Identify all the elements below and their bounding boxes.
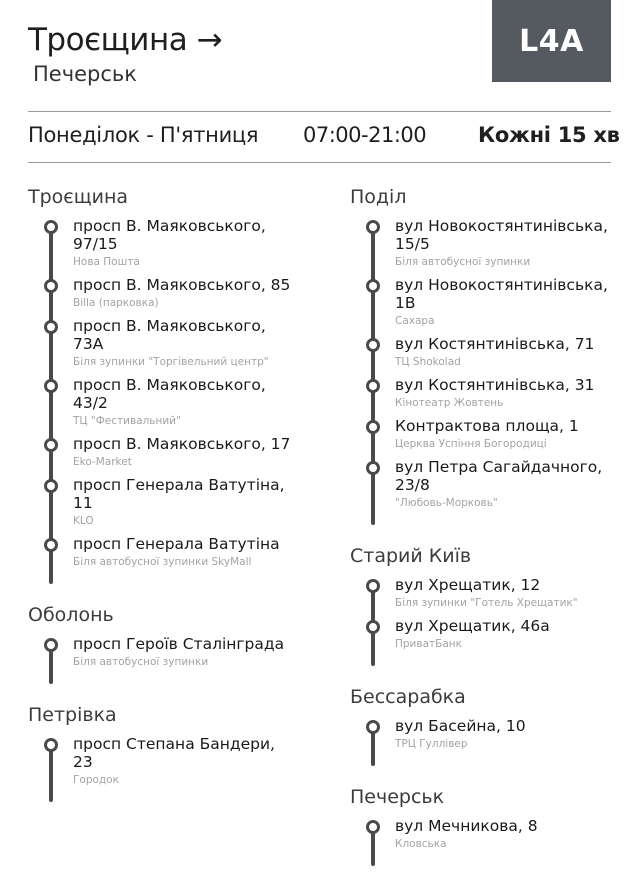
stop-list	[350, 817, 620, 866]
stop-item	[350, 458, 620, 510]
stop-marker-icon	[44, 638, 58, 652]
stop-name: просп Степана Бандери, 23	[73, 735, 275, 771]
district-heading: Печерськ	[350, 786, 445, 808]
stop-item	[28, 635, 298, 669]
stop-item	[350, 817, 620, 851]
stop-item	[350, 217, 620, 269]
stop-name: вул Мечникова, 8	[395, 817, 538, 835]
stop-landmark: Біля автобусної зупинки SkyMall	[73, 556, 252, 568]
stop-item	[350, 417, 620, 451]
stop-name: вул Новокостянтинівська, 15/5	[395, 217, 608, 253]
stop-list	[350, 576, 620, 666]
stop-item	[28, 535, 298, 569]
stop-item	[350, 576, 620, 610]
stop-item	[28, 735, 298, 787]
stop-item	[350, 276, 620, 328]
stop-list	[28, 735, 298, 802]
stop-marker-icon	[44, 220, 58, 234]
stop-marker-icon	[366, 720, 380, 734]
stop-landmark: Біля зупинки "Торгівельний центр"	[73, 356, 269, 368]
stop-marker-icon	[44, 538, 58, 552]
stop-landmark: Кінотеатр Жовтень	[395, 397, 504, 409]
stop-item	[350, 717, 620, 751]
stop-list	[28, 635, 298, 684]
stop-item	[350, 335, 620, 369]
stop-landmark: Нова Пошта	[73, 256, 140, 268]
stop-marker-icon	[366, 379, 380, 393]
stop-item	[28, 217, 298, 269]
stop-landmark: Кловська	[395, 838, 447, 850]
stop-landmark: ТЦ "Фестивальний"	[73, 415, 181, 427]
stop-landmark: ПриватБанк	[395, 638, 462, 650]
route-origin: Троєщина	[28, 22, 188, 58]
stop-item	[28, 376, 298, 428]
district-heading: Троєщина	[28, 186, 129, 208]
divider-top	[28, 111, 611, 112]
stop-item	[28, 476, 298, 528]
stop-landmark: "Любовь-Морковь"	[395, 497, 498, 509]
stop-marker-icon	[44, 379, 58, 393]
stop-item	[350, 376, 620, 410]
district-heading: Петрівка	[28, 704, 117, 726]
stop-name: просп Генерала Ватутіна, 11	[73, 476, 285, 512]
divider-bottom	[28, 162, 611, 163]
stop-list	[28, 217, 298, 584]
stop-name: просп Генерала Ватутіна	[73, 535, 280, 553]
stop-marker-icon	[366, 279, 380, 293]
stop-item	[350, 617, 620, 651]
stop-name: вул Петра Сагайдачного, 23/8	[395, 458, 603, 494]
stop-item	[28, 435, 298, 469]
stop-item	[28, 276, 298, 310]
stop-marker-icon	[366, 820, 380, 834]
stop-landmark: Eko-Market	[73, 456, 132, 468]
stop-landmark: Городок	[73, 774, 119, 786]
stop-marker-icon	[366, 338, 380, 352]
route-code-badge: L4A	[492, 0, 611, 82]
stop-name: Контрактова площа, 1	[395, 417, 579, 435]
stop-landmark: ТРЦ Гуллівер	[395, 738, 468, 750]
stop-name: просп В. Маяковського, 43/2	[73, 376, 266, 412]
stop-name: просп В. Маяковського, 97/15	[73, 217, 266, 253]
stop-marker-icon	[366, 620, 380, 634]
district-heading: Старий Київ	[350, 545, 472, 567]
stop-marker-icon	[44, 320, 58, 334]
stop-marker-icon	[44, 279, 58, 293]
schedule-hours: 07:00-21:00	[303, 123, 427, 147]
stop-item	[28, 317, 298, 369]
stop-list	[350, 217, 620, 525]
stop-marker-icon	[366, 420, 380, 434]
stop-landmark: Біля зупинки "Готель Хрещатик"	[395, 597, 578, 609]
district-heading: Оболонь	[28, 604, 114, 626]
stop-name: вул Костянтинівська, 71	[395, 335, 595, 353]
stop-name: вул Хрещатик, 46а	[395, 617, 550, 635]
stop-landmark: Біля автобусної зупинки	[73, 656, 209, 668]
stop-landmark: Церква Успіння Богородиці	[395, 438, 547, 450]
stop-name: просп В. Маяковського, 85	[73, 276, 291, 294]
stop-name: просп В. Маяковського, 73А	[73, 317, 266, 353]
route-title	[28, 22, 222, 58]
stop-marker-icon	[366, 220, 380, 234]
stop-name: вул Басейна, 10	[395, 717, 526, 735]
stop-name: просп В. Маяковського, 17	[73, 435, 291, 453]
stop-name: вул Новокостянтинівська, 1В	[395, 276, 608, 312]
schedule-days: Понеділок - П'ятниця	[28, 123, 259, 147]
stop-landmark: KLO	[73, 515, 94, 527]
district-heading: Поділ	[350, 186, 407, 208]
stop-marker-icon	[44, 479, 58, 493]
route-destination: Печерськ	[33, 62, 137, 86]
stop-landmark: Сахара	[395, 315, 435, 327]
stop-marker-icon	[366, 579, 380, 593]
district-heading: Бессарабка	[350, 686, 466, 708]
stop-marker-icon	[44, 438, 58, 452]
stop-landmark: Billa (парковка)	[73, 297, 159, 309]
stop-marker-icon	[44, 738, 58, 752]
stop-name: просп Героїв Сталінграда	[73, 635, 285, 653]
stop-list	[350, 717, 620, 766]
stop-name: вул Костянтинівська, 31	[395, 376, 595, 394]
arrow-right-icon: →	[196, 22, 223, 58]
right-stops-column	[350, 186, 620, 886]
stop-landmark: ТЦ Shokolad	[395, 356, 461, 368]
stop-marker-icon	[366, 461, 380, 475]
schedule-frequency: Кожні 15 хв	[478, 123, 620, 147]
stop-name: вул Хрещатик, 12	[395, 576, 541, 594]
left-stops-column	[28, 186, 298, 822]
stop-landmark: Біля автобусної зупинки	[395, 256, 531, 268]
